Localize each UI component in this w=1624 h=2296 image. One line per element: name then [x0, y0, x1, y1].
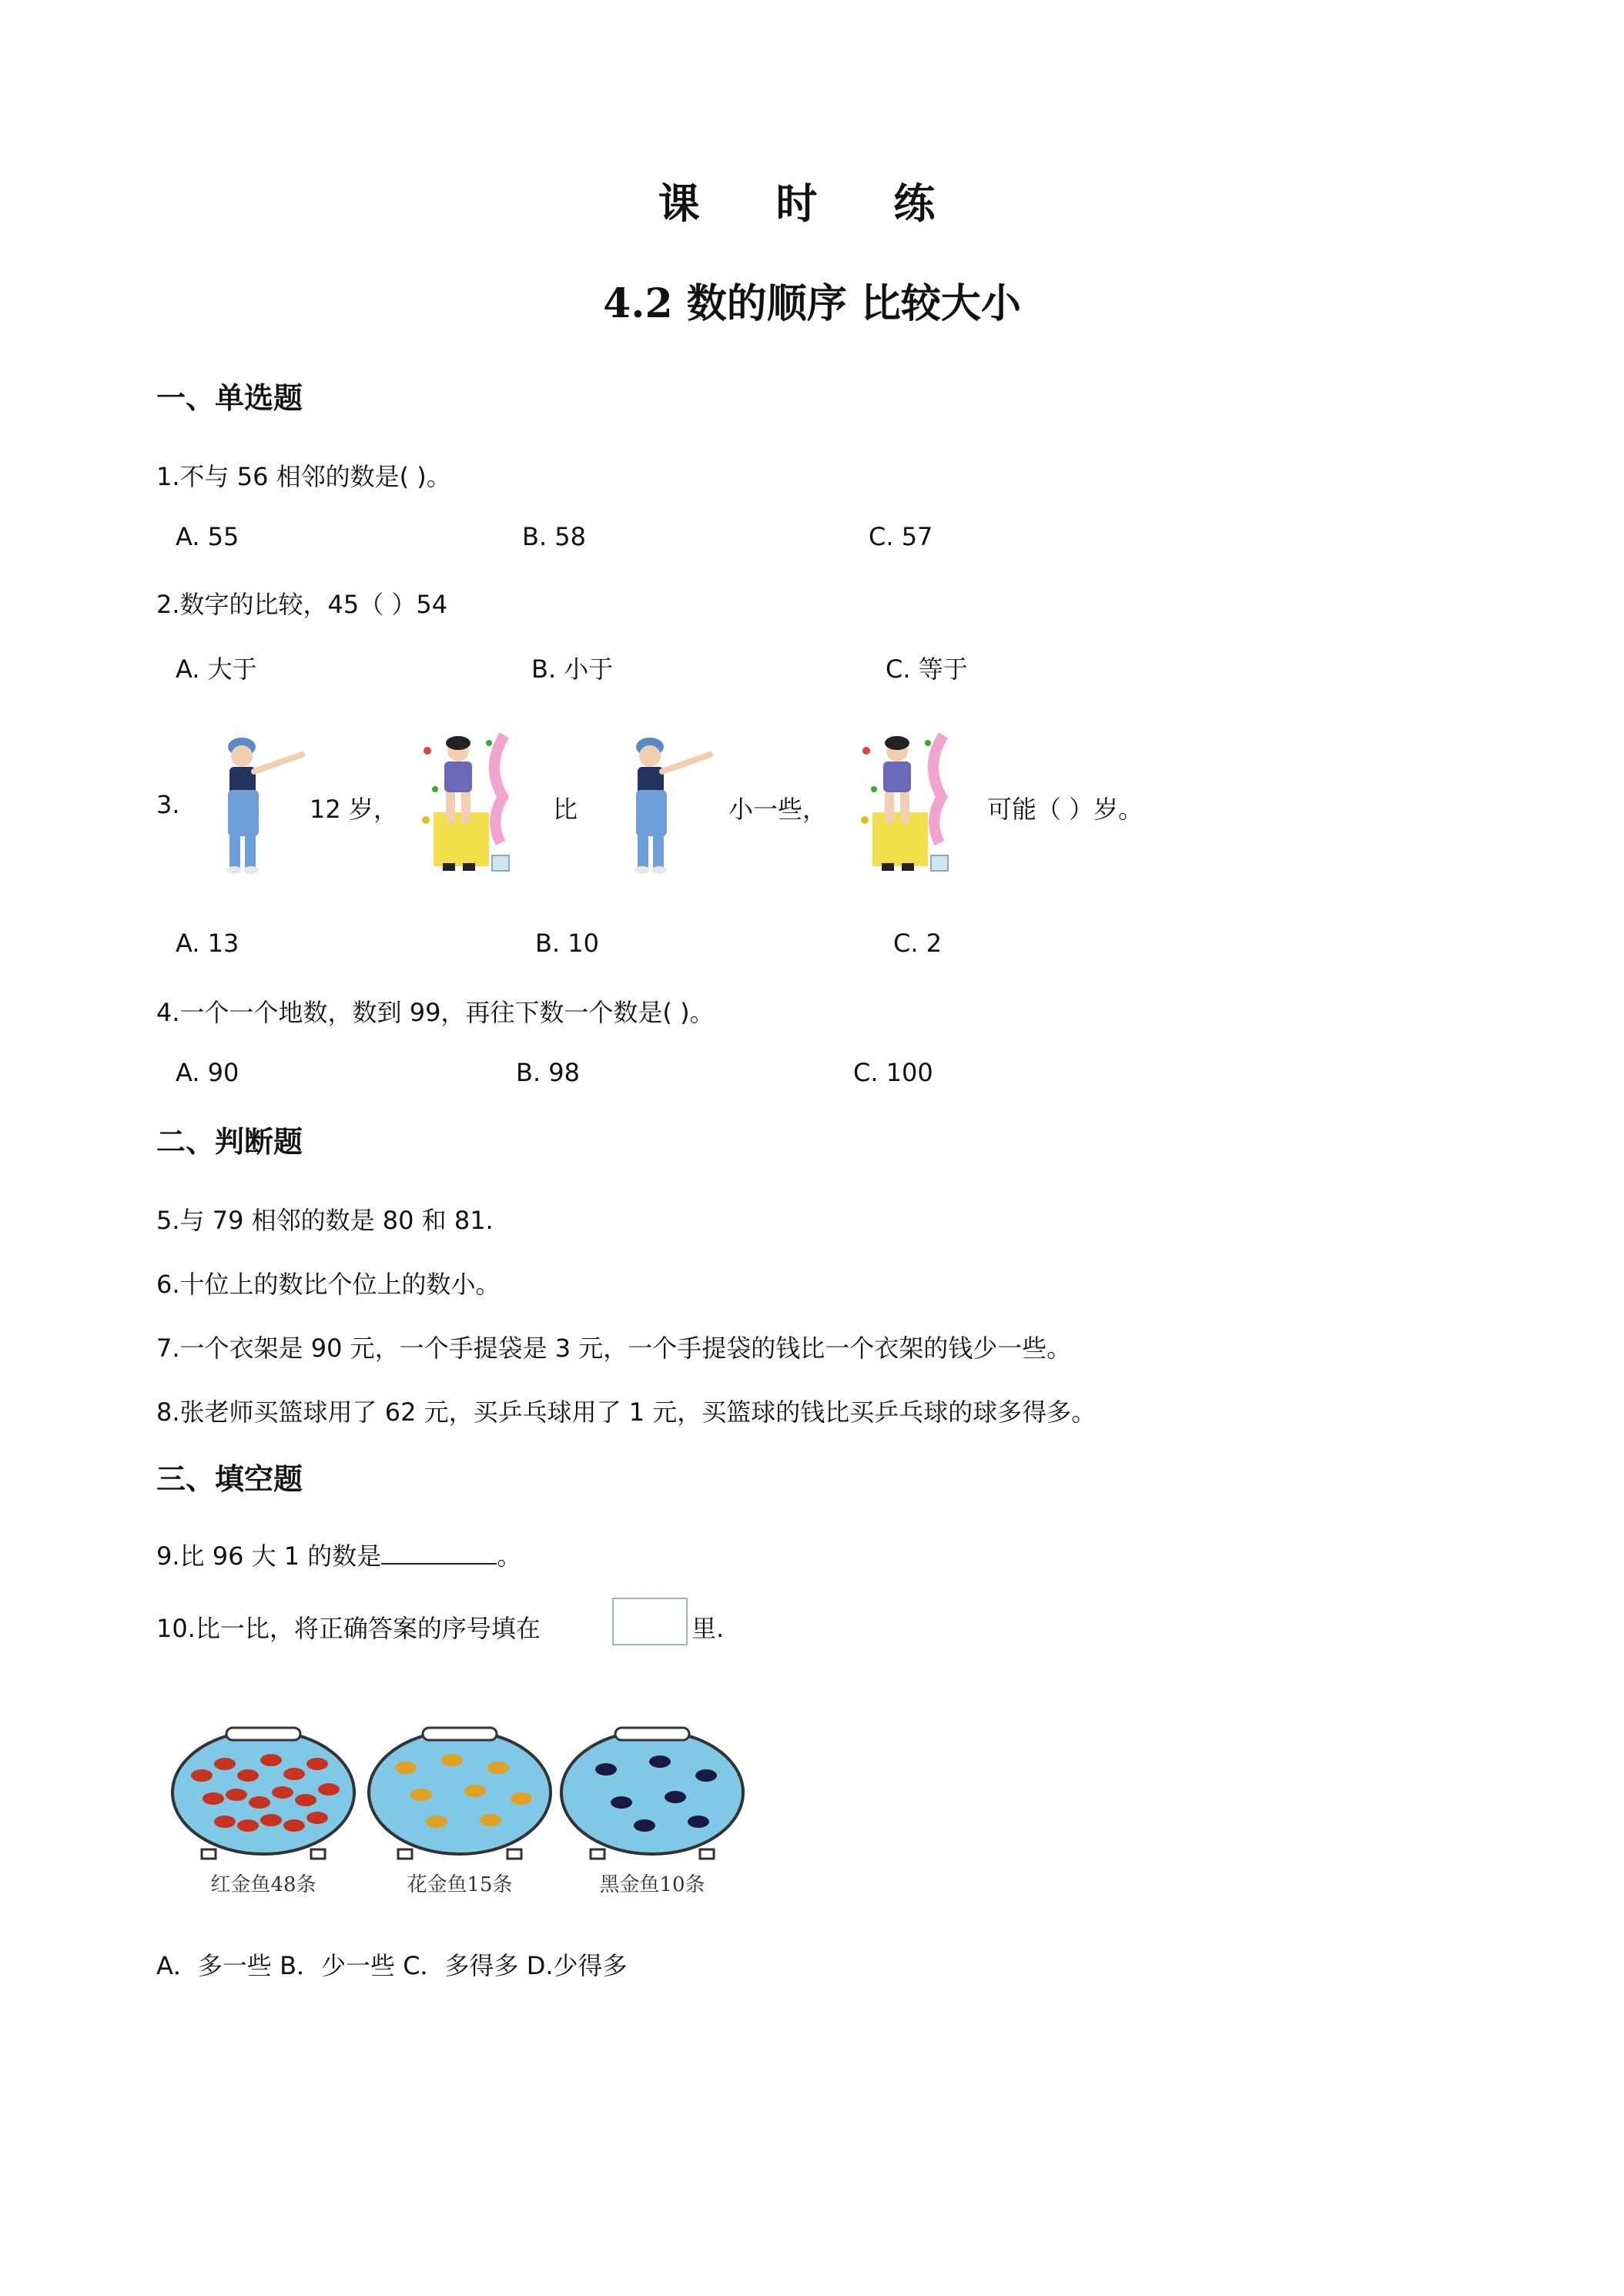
question-4: 4.一个一个地数，数到 99，再往下数一个数是( )。	[156, 998, 715, 1027]
q2-option-b: B. 小于	[531, 654, 614, 684]
q3-number: 3.	[156, 790, 180, 819]
bowl-spotted-goldfish	[369, 1728, 551, 1859]
girl-sitting-image-2	[851, 720, 959, 882]
q4-option-a: A. 90	[176, 1058, 239, 1087]
fish-bowls-image	[171, 1722, 748, 1899]
boy-pointing-image-2	[610, 724, 718, 878]
question-8: 8.张老师买篮球用了 62 元，买乒乓球用了 1 元，买篮球的钱比买乒乓球的球多得多。	[156, 1397, 1097, 1427]
section-heading-fill-blank: 三、填空题	[156, 1461, 303, 1496]
section-heading-single-choice: 一、单选题	[156, 380, 303, 415]
q3-option-c: C. 2	[893, 929, 943, 958]
q10-prefix: 10.比一比，将正确答案的序号填在	[156, 1614, 541, 1643]
q9-prefix: 9.比 96 大 1 的数是	[156, 1541, 382, 1571]
q3-text-possible: 可能（ ）岁。	[987, 795, 1143, 824]
question-7: 7.一个衣架是 90 元，一个手提袋是 3 元，一个手提袋的钱比一个衣架的钱少一些。	[156, 1334, 1072, 1363]
section-heading-true-false: 二、判断题	[156, 1124, 303, 1159]
q3-text-compare: 比	[553, 795, 578, 824]
girl-sitting-image-1	[412, 720, 520, 882]
q9-suffix: 。	[497, 1541, 522, 1571]
q4-option-b: B. 98	[516, 1058, 581, 1087]
q10-answer-box[interactable]	[612, 1598, 688, 1645]
q1-option-c: C. 57	[869, 522, 933, 551]
q10-suffix: 里.	[691, 1614, 725, 1643]
bowl-caption-spotted: 花金鱼15条	[407, 1873, 513, 1896]
q1-option-b: B. 58	[522, 522, 587, 551]
bowl-caption-red: 红金鱼48条	[210, 1873, 316, 1896]
question-9	[156, 1537, 521, 1572]
question-6: 6.十位上的数比个位上的数小。	[156, 1270, 501, 1299]
q3-text-smaller: 小一些，	[728, 795, 828, 824]
q3-option-a: A. 13	[176, 929, 239, 958]
bowl-black-goldfish	[561, 1728, 743, 1859]
question-2: 2.数字的比较，45（ ）54	[156, 590, 448, 619]
boy-pointing-image-1	[202, 724, 310, 878]
bowl-red-goldfish	[172, 1728, 354, 1859]
bowl-caption-black: 黑金鱼10条	[599, 1873, 705, 1896]
q9-answer-blank[interactable]	[381, 1540, 497, 1565]
q4-option-c: C. 100	[853, 1058, 933, 1087]
page-subtitle: 4.2 数的顺序 比较大小	[603, 280, 1021, 327]
question-1: 1.不与 56 相邻的数是( )。	[156, 462, 451, 491]
q3-option-b: B. 10	[535, 929, 600, 958]
q3-text-age: 12 岁，	[310, 795, 398, 824]
q1-option-a: A. 55	[176, 522, 239, 551]
question-5: 5.与 79 相邻的数是 80 和 81.	[156, 1206, 494, 1235]
q2-option-a: A. 大于	[176, 654, 257, 684]
q2-option-c: C. 等于	[886, 654, 968, 684]
page-title: 课 时 练	[658, 179, 966, 228]
q10-answer-choices: A．多一些 B．少一些 C．多得多 D.少得多	[156, 1951, 628, 1980]
